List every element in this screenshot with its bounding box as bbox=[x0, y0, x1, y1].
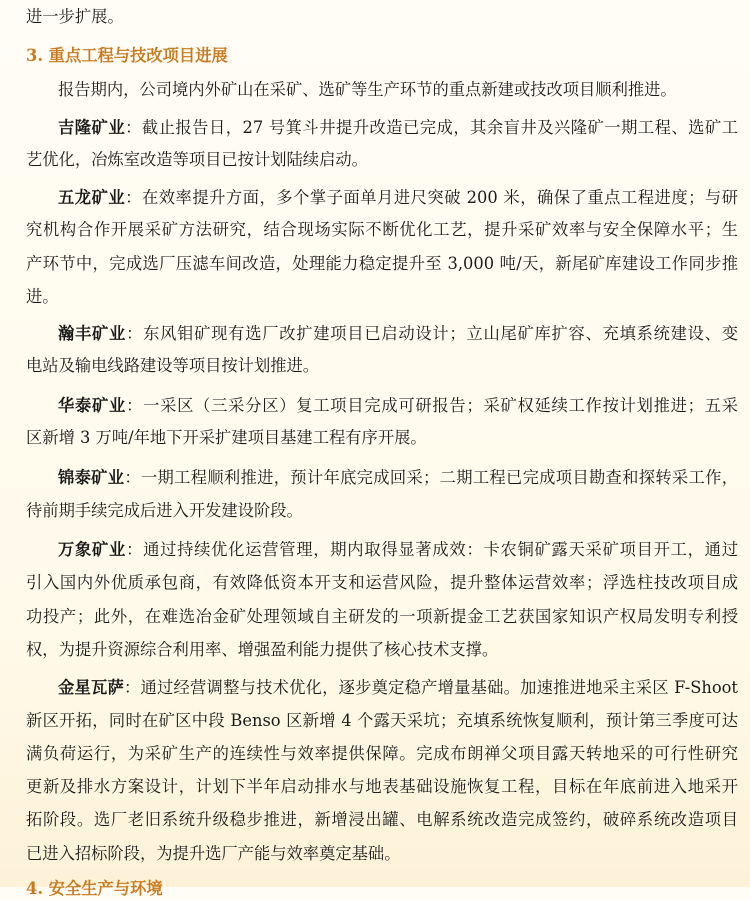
mine-name: 华泰矿业 bbox=[58, 396, 127, 415]
summary-paragraph: 报告期内，公司境内外矿山在采矿、选矿等生产环节的重点新建或技改项目顺利推进。 bbox=[58, 80, 677, 99]
mine-paragraph-line: 华泰矿业：一采区（三采分区）复工项目完成可研报告；采矿权延续工作按计划推进；五采 bbox=[58, 396, 738, 415]
mine-paragraph-line: 万象矿业：通过持续优化运营管理，期内取得显著成效：卡农铜矿露天采矿项目开工，通过 bbox=[58, 540, 738, 559]
mine-paragraph-line: 艺优化，冶炼室改造等项目已按计划陆续启动。 bbox=[26, 150, 368, 169]
mine-paragraph-line: 新区开拓，同时在矿区中段 Benso 区新增 4 个露天采坑；充填系统恢复顺利，预计第三季度可达 bbox=[26, 711, 738, 730]
mine-paragraph-line: 产环节中，完成选厂压滤车间改造，处理能力稳定提升至 3,000 吨/天，新尾矿库建设工作同步推 bbox=[26, 254, 738, 273]
mine-paragraph-line: 功投产；此外，在难选冶金矿处理领域自主研发的一项新提金工艺获国家知识产权局发明专利授 bbox=[26, 607, 738, 626]
mine-paragraph-line: 权，为提升资源综合利用率、增强盈利能力提供了核心技术支撑。 bbox=[26, 640, 499, 659]
next-section-heading: 4. 安全生产与环境 bbox=[26, 879, 163, 898]
mine-name: 吉隆矿业 bbox=[58, 118, 126, 137]
mine-paragraph-line: 锦泰矿业：一期工程顺利推进，预计年底完成回采；二期工程已完成项目勘查和探转采工作， bbox=[58, 468, 738, 487]
mine-paragraph-line: 已进入招标阶段，为提升选厂产能与效率奠定基础。 bbox=[26, 844, 401, 863]
intro-tail-line: 进一步扩展。 bbox=[26, 7, 124, 26]
mine-paragraph-line: 瀚丰矿业：东风钼矿现有选厂改扩建项目已启动设计；立山尾矿库扩容、充填系统建设、变 bbox=[58, 324, 738, 343]
mine-name: 万象矿业 bbox=[58, 540, 127, 559]
mine-paragraph-line: 拓阶段。选厂老旧系统升级稳步推进，新增浸出罐、电解系统改造完成签约，破碎系统改造项目 bbox=[26, 810, 738, 829]
mine-name: 锦泰矿业 bbox=[58, 468, 125, 487]
mine-paragraph-line: 待前期手续完成后进入开发建设阶段。 bbox=[26, 501, 303, 520]
mine-name: 五龙矿业 bbox=[58, 188, 126, 207]
mine-name: 瀚丰矿业 bbox=[58, 324, 127, 343]
mine-paragraph-line: 电站及输电线路建设等项目按计划推进。 bbox=[26, 356, 320, 375]
section-heading: 3. 重点工程与技改项目进展 bbox=[26, 46, 228, 65]
mine-paragraph-line: 吉隆矿业：截止报告日，27 号箕斗井提升改造已完成，其余盲井及兴隆矿一期工程、选矿工 bbox=[58, 118, 738, 137]
mine-paragraph-line: 究机构合作开展采矿方法研究，结合现场实际不断优化工艺，提升采矿效率与安全保障水平；生 bbox=[26, 220, 738, 239]
mine-paragraph-line: 五龙矿业：在效率提升方面，多个掌子面单月进尺突破 200 米，确保了重点工程进度；与研 bbox=[58, 188, 738, 207]
mine-paragraph-line: 更新及排水方案设计，计划下半年启动排水与地表基础设施恢复工程，目标在年底前进入地采开 bbox=[26, 777, 738, 796]
mine-paragraph-line: 满负荷运行，为采矿生产的连续性与效率提供保障。完成布朗禅父项目露天转地采的可行性研究 bbox=[26, 744, 738, 763]
mine-paragraph-line: 引入国内外优质承包商，有效降低资本开支和运营风险，提升整体运营效率；浮选柱技改项目成 bbox=[26, 573, 738, 592]
mine-name: 金星瓦萨 bbox=[58, 678, 125, 697]
mine-paragraph-line: 金星瓦萨：通过经营调整与技术优化，逐步奠定稳产增量基础。加速推进地采主采区 F-Shoot bbox=[58, 678, 738, 697]
mine-paragraph-line: 区新增 3 万吨/年地下开采扩建项目基建工程有序开展。 bbox=[26, 428, 427, 447]
mine-paragraph-line: 进。 bbox=[26, 287, 59, 306]
